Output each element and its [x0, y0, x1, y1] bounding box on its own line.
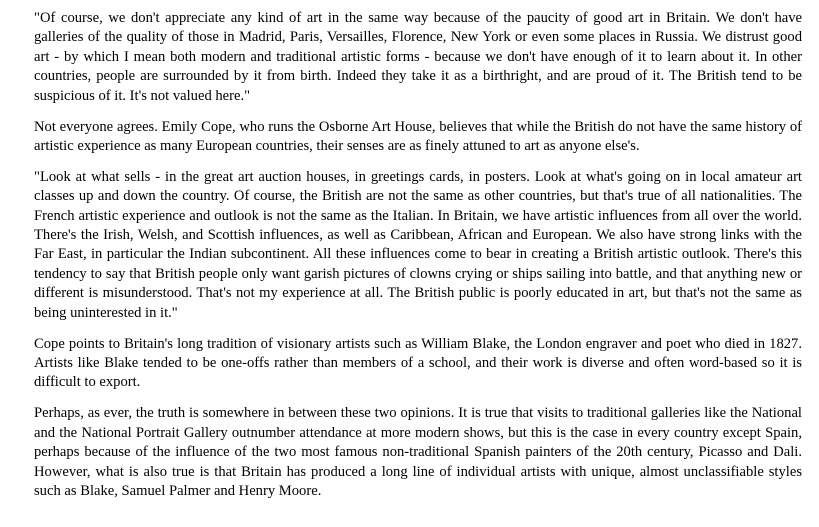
paragraph-quote-what-sells: "Look at what sells - in the great art auction houses, in greetings cards, in posters. Look at what's going on in local amateur art classes up and down the country. Of course, the British are not the same as other countries, but that's true of all nationalities. The French artistic experience and outlook is not the same as the Italian. In Britain, we have artistic influences from all over the world. There's the Irish, Welsh, and Scottish influences, as well as Caribbean, African and European. We also have strong links with the Far East, in particular the Indian subcontinent. All these influences come to bear in creating a British artistic outlook. There's this tendency to say that British people only want garish pictures of clowns crying or ships sailing into battle, and that anything new or different is misunderstood. That's not my experience at all. The British public is poorly educated in art, but that's not the same as being uninterested in it." [34, 168, 802, 321]
paragraph-emily-cope: Not everyone agrees. Emily Cope, who runs the Osborne Art House, believes that while the British do not have the same history of artistic experience as many European countries, their senses are as finely attuned to art as anyone else's. [34, 118, 802, 154]
paragraph-william-blake: Cope points to Britain's long tradition of visionary artists such as William Blake, the London engraver and poet who died in 1827. Artists like Blake tended to be one-offs rather than members of a school, and their work is diverse and often word-based so it is difficult to export. [34, 335, 802, 391]
paragraph-truth-in-between: Perhaps, as ever, the truth is somewhere in between these two opinions. It is true that visits to traditional galleries like the National and the National Portrait Gallery outnumber attendance at more modern shows, but this is the case in every country except Spain, perhaps because of the influence of the two most famous non-traditional Spanish painters of the 20th century, Picasso and Dali. However, what is also true is that Britain has produced a long line of individual artists with unique, almost unclassifiable styles such as Blake, Samuel Palmer and Henry Moore. [34, 405, 802, 499]
paragraph-quote-paucity: "Of course, we don't appreciate any kind of art in the same way because of the paucity of good art in Britain. We don't have galleries of the quality of those in Madrid, Paris, Versailles, Florence, New York or even some places in Russia. We distrust good art - by which I mean both modern and traditional artistic forms - because we don't have enough of it to learn about it. In other countries, people are surrounded by it from birth. Indeed they take it as a birthright, and are proud of it. The British tend to be suspicious of it. It's not valued here." [34, 10, 802, 104]
article-body [34, 9, 802, 513]
